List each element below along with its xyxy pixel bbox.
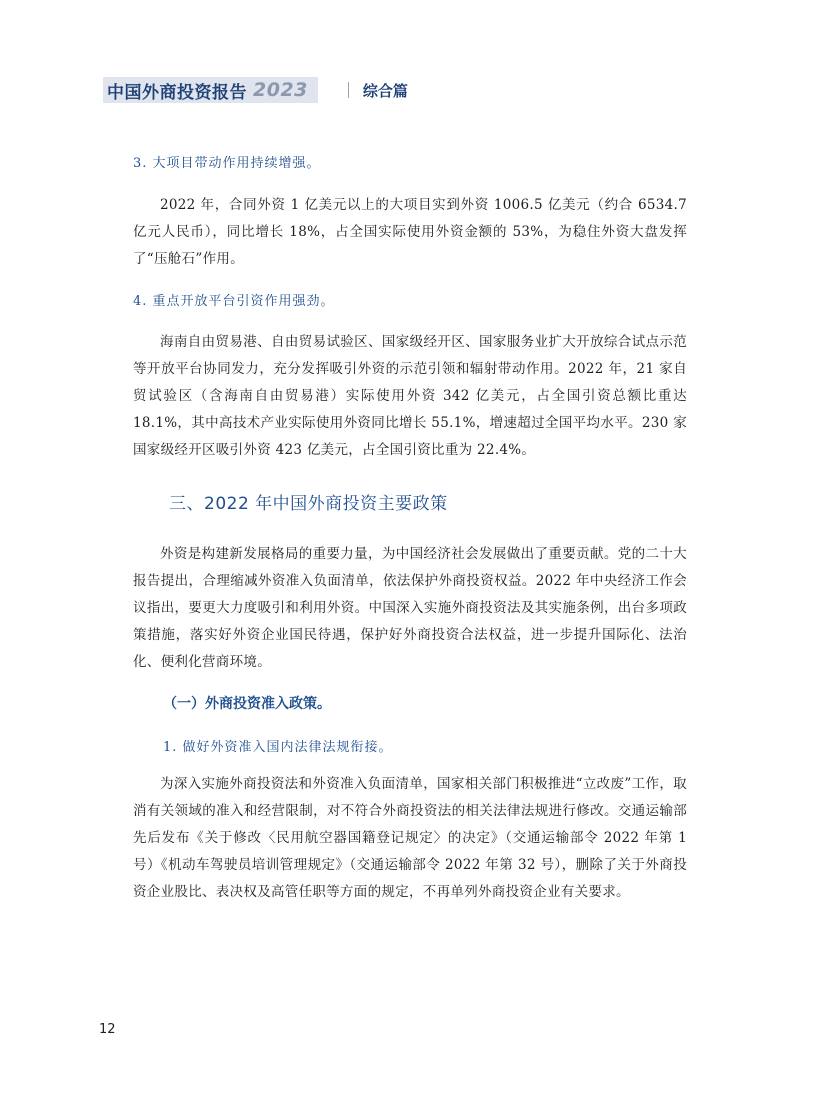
header-divider xyxy=(348,82,349,98)
paragraph-open-platforms xyxy=(133,329,687,464)
paragraph-text: 海南自由贸易港、自由贸易试验区、国家级经开区、国家服务业扩大开放综合试点示范等开放平台协同发力，充分发挥吸引外资的示范引领和辐射带动作用。2022 年，21 家自贸试验区（含海南自由贸易港）实际使用外资 342 亿美元，占全国引资总额比重达 18.1%，其中高技术产业实际使用外资同比增长 55.1%，增速超过全国平均水平。230 家国家级经开区吸引外资 423 亿美元，占全国引资比重为 22.4%。 xyxy=(133,334,687,458)
report-title: 中国外商投资报告 xyxy=(107,82,247,103)
paragraph-text: 为深入实施外商投资法和外资准入负面清单，国家相关部门积极推进“立改废”工作，取消有关领域的准入和经营限制，对不符合外商投资法的相关法律法规进行修改。交通运输部先后发布《关于修改〈民用航空器国籍登记规定〉的决定》（交通运输部令 2022 年第 1 号）《机动车驾驶员培训管理规定》（交通运输部令 2022 年第 32 号），删除了关于外商投资企业股比、表决权及高管任职等方面的规定，不再单列外商投资企业有关要求。 xyxy=(133,776,687,900)
section-name: 综合篇 xyxy=(362,81,408,100)
subheading-text: 1. 做好外资准入国内法律法规衔接。 xyxy=(163,740,393,755)
report-year: 2023 xyxy=(253,79,308,101)
section-heading-access-policy: （一）外商投资准入政策。 xyxy=(163,696,331,712)
chapter-heading: 三、2022 年中国外商投资主要政策 xyxy=(169,494,448,514)
paragraph-legal-alignment xyxy=(133,771,687,906)
subheading-text: 4. 重点开放平台引资作用强劲。 xyxy=(133,294,335,309)
subheading-legal-alignment xyxy=(163,736,717,755)
subheading-open-platforms xyxy=(133,290,687,309)
subheading-large-projects xyxy=(133,152,687,171)
paragraph-policy-intro xyxy=(133,541,687,676)
paragraph-large-projects xyxy=(133,192,687,273)
running-header xyxy=(103,76,408,104)
subheading-text: 3. 大项目带动作用持续增强。 xyxy=(133,156,321,171)
page-number: 12 xyxy=(99,1022,116,1037)
paragraph-text: 2022 年，合同外资 1 亿美元以上的大项目实到外资 1006.5 亿美元（约合 6534.7 亿元人民币），同比增长 18%，占全国实际使用外资金额的 53%，为稳住外资大盘发挥了“压舱石”作用。 xyxy=(133,197,687,267)
paragraph-text: 外资是构建新发展格局的重要力量，为中国经济社会发展做出了重要贡献。党的二十大报告提出，合理缩减外资准入负面清单，依法保护外商投资权益。2022 年中央经济工作会议指出，要更大力度吸引和利用外资。中国深入实施外商投资法及其实施条例，出台多项政策措施，落实好外资企业国民待遇，保护好外商投资合法权益，进一步提升国际化、法治化、便利化营商环境。 xyxy=(133,546,687,670)
header-title-box xyxy=(103,77,318,103)
